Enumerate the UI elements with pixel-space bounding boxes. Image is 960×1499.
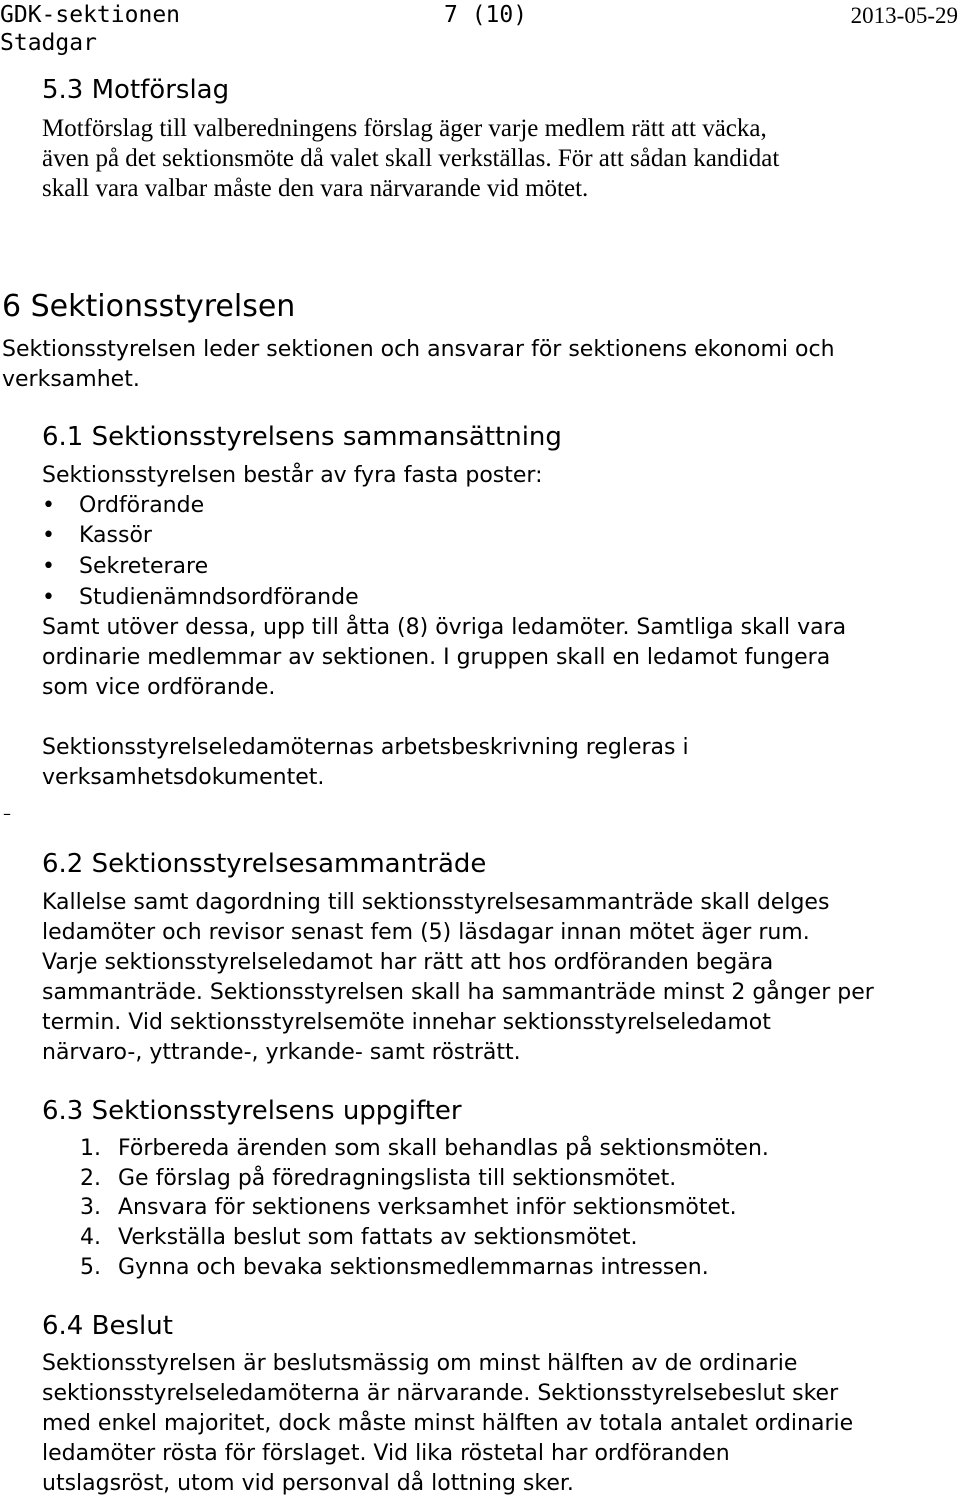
list-item-label: Sekreterare — [79, 554, 209, 579]
paragraph-line: som vice ordförande. — [42, 675, 276, 700]
list-item-number: 3. — [80, 1195, 101, 1220]
section-title-6-1: 6.1 Sektionsstyrelsens sammansättning — [42, 422, 562, 452]
paragraph-line: utslagsröst, utom vid personval då lottning sker. — [42, 1471, 574, 1496]
paragraph-line: Motförslag till valberedningens förslag äger varje medlem rätt att väcka, — [42, 115, 767, 142]
header-page-number: 7 (10) — [444, 2, 528, 28]
header-org: GDK-sektionen — [0, 2, 181, 28]
paragraph-line: sektionsstyrelseledamöterna är närvarande. Sektionsstyrelsebeslut sker — [42, 1381, 839, 1406]
list-item-label: Verkställa beslut som fattats av sektionsmötet. — [118, 1225, 638, 1250]
paragraph-line: termin. Vid sektionsstyrelsemöte innehar sektionsstyrelseledamot — [42, 1010, 771, 1035]
section-title-5-3: 5.3 Motförslag — [42, 75, 230, 105]
paragraph-line: närvaro-, yttrande-, yrkande- samt rösträtt. — [42, 1040, 521, 1065]
list-item-number: 5. — [80, 1255, 101, 1280]
section-title-6-2: 6.2 Sektionsstyrelsesammanträde — [42, 849, 487, 879]
paragraph-line: Varje sektionsstyrelseledamot har rätt att hos ordföranden begära — [42, 950, 774, 975]
margin-mark: – — [3, 804, 11, 823]
header-date: 2013-05-29 — [850, 3, 958, 28]
paragraph-line: Sektionsstyrelsen består av fyra fasta poster: — [42, 463, 543, 488]
list-item-number: 2. — [80, 1166, 101, 1191]
list-item-label: Ordförande — [79, 493, 205, 518]
bullet-icon: • — [42, 493, 55, 518]
paragraph-line: ledamöter och revisor senast fem (5) läsdagar innan mötet äger rum. — [42, 920, 810, 945]
paragraph-line: Sektionsstyrelsen leder sektionen och ansvarar för sektionens ekonomi och — [2, 337, 835, 362]
section-title-6-3: 6.3 Sektionsstyrelsens uppgifter — [42, 1096, 462, 1126]
paragraph-line: skall vara valbar måste den vara närvarande vid mötet. — [42, 175, 589, 202]
bullet-icon: • — [42, 523, 55, 548]
list-item-label: Förbereda ärenden som skall behandlas på sektionsmöten. — [118, 1136, 769, 1161]
paragraph-line: ordinarie medlemmar av sektionen. I gruppen skall en ledamot fungera — [42, 645, 831, 670]
paragraph-line: Sektionsstyrelseledamöternas arbetsbeskrivning regleras i — [42, 735, 689, 760]
paragraph-line: Sektionsstyrelsen är beslutsmässig om minst hälften av de ordinarie — [42, 1351, 798, 1376]
list-item-label: Kassör — [79, 523, 152, 548]
paragraph-line: ledamöter rösta för förslaget. Vid lika röstetal har ordföranden — [42, 1441, 730, 1466]
paragraph-line: verksamhetsdokumentet. — [42, 765, 325, 790]
paragraph-line: verksamhet. — [2, 367, 140, 392]
section-title-6: 6 Sektionsstyrelsen — [2, 289, 296, 324]
list-item-label: Ge förslag på föredragningslista till sektionsmötet. — [118, 1166, 677, 1191]
paragraph-line: Kallelse samt dagordning till sektionsstyrelsesammanträde skall delges — [42, 890, 830, 915]
bullet-icon: • — [42, 585, 55, 610]
paragraph-line: Samt utöver dessa, upp till åtta (8) övriga ledamöter. Samtliga skall vara — [42, 615, 847, 640]
list-item-label: Studienämndsordförande — [79, 585, 359, 610]
header-doc-title: Stadgar — [0, 30, 97, 56]
bullet-icon: • — [42, 554, 55, 579]
list-item-label: Ansvara för sektionens verksamhet inför sektionsmötet. — [118, 1195, 737, 1220]
paragraph-line: sammanträde. Sektionsstyrelsen skall ha sammanträde minst 2 gånger per — [42, 980, 874, 1005]
paragraph-line: med enkel majoritet, dock måste minst hälften av totala antalet ordinarie — [42, 1411, 854, 1436]
list-item-number: 1. — [80, 1136, 101, 1161]
list-item-label: Gynna och bevaka sektionsmedlemmarnas intressen. — [118, 1255, 709, 1280]
paragraph-line: även på det sektionsmöte då valet skall verkställas. För att sådan kandidat — [42, 145, 780, 172]
list-item-number: 4. — [80, 1225, 101, 1250]
section-title-6-4: 6.4 Beslut — [42, 1311, 173, 1341]
